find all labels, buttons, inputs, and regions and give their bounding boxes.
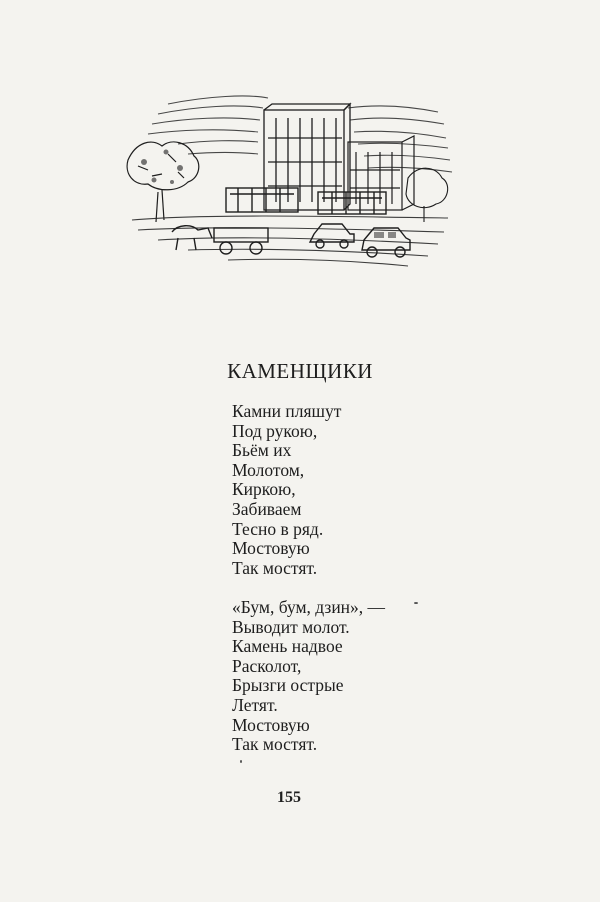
poem-line: Камень надвое — [232, 636, 343, 657]
poem-line: Киркою, — [232, 479, 296, 500]
poem-line: Так мостят. — [232, 734, 318, 755]
poem-line: Выводит молот. — [232, 616, 350, 637]
print-speck — [414, 602, 418, 604]
poem-line: Под рукою, — [232, 420, 318, 441]
poem-line: Тесно в ряд. — [232, 518, 324, 539]
stanza-2 — [232, 598, 385, 755]
poem-line: Камни пляшут — [232, 401, 342, 421]
poem-line: Расколот, — [232, 655, 302, 676]
poem-line: Бьём их — [232, 440, 292, 461]
page-number: 155 — [277, 789, 301, 806]
print-speck — [240, 760, 242, 763]
poem-line: Мостовую — [232, 714, 310, 735]
poem-line: Летят. — [232, 694, 278, 715]
poem-line: Молотом, — [232, 459, 305, 480]
poem-line: Мостовую — [232, 538, 310, 559]
poem-line: Так мостят. — [232, 557, 318, 578]
poem-line: «Бум, бум, дзин», — — [232, 597, 386, 617]
street-scene-icon — [118, 82, 454, 272]
poem-line: Забиваем — [232, 498, 302, 519]
poem-line: Брызги острые — [232, 675, 344, 696]
poem-title: КАМЕНЩИКИ — [227, 359, 373, 383]
stanza-1 — [232, 402, 341, 578]
